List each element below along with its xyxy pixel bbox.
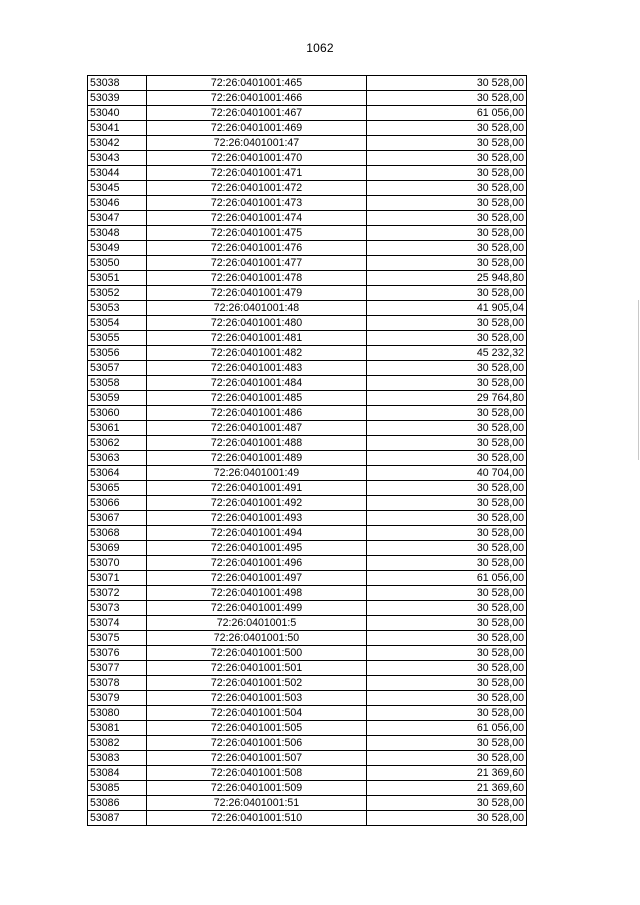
table-row <box>88 361 527 376</box>
row-number-cell: 53056 <box>88 346 147 361</box>
table-row <box>88 751 527 766</box>
row-number-cell: 53065 <box>88 481 147 496</box>
row-number-cell: 53074 <box>88 616 147 631</box>
cadastral-value-cell: 30 528,00 <box>367 211 527 226</box>
table-row <box>88 586 527 601</box>
cadastral-number-cell: 72:26:0401001:483 <box>147 361 367 376</box>
table-row <box>88 631 527 646</box>
cadastral-value-cell: 30 528,00 <box>367 316 527 331</box>
table-row <box>88 736 527 751</box>
cadastral-number-cell: 72:26:0401001:485 <box>147 391 367 406</box>
row-number-cell: 53082 <box>88 736 147 751</box>
cadastral-value-cell: 30 528,00 <box>367 76 527 91</box>
cadastral-number-cell: 72:26:0401001:482 <box>147 346 367 361</box>
row-number-cell: 53048 <box>88 226 147 241</box>
row-number-cell: 53084 <box>88 766 147 781</box>
row-number-cell: 53058 <box>88 376 147 391</box>
cadastral-value-cell: 30 528,00 <box>367 511 527 526</box>
table-row <box>88 601 527 616</box>
cadastral-number-cell: 72:26:0401001:48 <box>147 301 367 316</box>
cadastral-number-cell: 72:26:0401001:51 <box>147 796 367 811</box>
table-row <box>88 436 527 451</box>
cadastral-value-cell: 30 528,00 <box>367 646 527 661</box>
row-number-cell: 53070 <box>88 556 147 571</box>
table-row <box>88 91 527 106</box>
cadastral-number-cell: 72:26:0401001:488 <box>147 436 367 451</box>
row-number-cell: 53062 <box>88 436 147 451</box>
cadastral-number-cell: 72:26:0401001:476 <box>147 241 367 256</box>
table-row <box>88 721 527 736</box>
cadastral-value-cell: 30 528,00 <box>367 196 527 211</box>
table-row <box>88 196 527 211</box>
cadastral-number-cell: 72:26:0401001:472 <box>147 181 367 196</box>
table-row <box>88 406 527 421</box>
cadastral-value-cell: 30 528,00 <box>367 751 527 766</box>
cadastral-number-cell: 72:26:0401001:491 <box>147 481 367 496</box>
cadastral-value-cell: 30 528,00 <box>367 256 527 271</box>
cadastral-number-cell: 72:26:0401001:496 <box>147 556 367 571</box>
table-row <box>88 796 527 811</box>
cadastral-value-cell: 30 528,00 <box>367 406 527 421</box>
cadastral-number-cell: 72:26:0401001:471 <box>147 166 367 181</box>
cadastral-number-cell: 72:26:0401001:510 <box>147 811 367 826</box>
cadastral-value-cell: 30 528,00 <box>367 616 527 631</box>
row-number-cell: 53047 <box>88 211 147 226</box>
row-number-cell: 53059 <box>88 391 147 406</box>
row-number-cell: 53043 <box>88 151 147 166</box>
table-row <box>88 286 527 301</box>
cadastral-value-cell: 30 528,00 <box>367 241 527 256</box>
cadastral-number-cell: 72:26:0401001:497 <box>147 571 367 586</box>
cadastral-value-cell: 30 528,00 <box>367 421 527 436</box>
row-number-cell: 53071 <box>88 571 147 586</box>
table-row <box>88 106 527 121</box>
cadastral-number-cell: 72:26:0401001:473 <box>147 196 367 211</box>
cadastral-value-cell: 30 528,00 <box>367 181 527 196</box>
row-number-cell: 53063 <box>88 451 147 466</box>
row-number-cell: 53055 <box>88 331 147 346</box>
cadastral-value-cell: 30 528,00 <box>367 676 527 691</box>
cadastral-value-cell: 30 528,00 <box>367 91 527 106</box>
row-number-cell: 53078 <box>88 676 147 691</box>
cadastral-value-cell: 30 528,00 <box>367 286 527 301</box>
cadastral-number-cell: 72:26:0401001:498 <box>147 586 367 601</box>
row-number-cell: 53067 <box>88 511 147 526</box>
cadastral-number-cell: 72:26:0401001:502 <box>147 676 367 691</box>
row-number-cell: 53042 <box>88 136 147 151</box>
row-number-cell: 53075 <box>88 631 147 646</box>
row-number-cell: 53041 <box>88 121 147 136</box>
cadastral-value-cell: 30 528,00 <box>367 736 527 751</box>
cadastral-number-cell: 72:26:0401001:479 <box>147 286 367 301</box>
table-row <box>88 301 527 316</box>
row-number-cell: 53077 <box>88 661 147 676</box>
cadastral-value-cell: 30 528,00 <box>367 151 527 166</box>
table-row <box>88 421 527 436</box>
cadastral-number-cell: 72:26:0401001:503 <box>147 691 367 706</box>
table-row <box>88 121 527 136</box>
table-row <box>88 136 527 151</box>
table-row <box>88 166 527 181</box>
row-number-cell: 53039 <box>88 91 147 106</box>
cadastral-value-cell: 40 704,00 <box>367 466 527 481</box>
cadastral-number-cell: 72:26:0401001:475 <box>147 226 367 241</box>
cadastral-value-cell: 29 764,80 <box>367 391 527 406</box>
cadastral-value-cell: 30 528,00 <box>367 136 527 151</box>
cadastral-number-cell: 72:26:0401001:504 <box>147 706 367 721</box>
cadastral-value-cell: 30 528,00 <box>367 796 527 811</box>
cadastral-number-cell: 72:26:0401001:499 <box>147 601 367 616</box>
cadastral-value-table <box>87 75 527 826</box>
row-number-cell: 53081 <box>88 721 147 736</box>
table-row <box>88 541 527 556</box>
table-row <box>88 526 527 541</box>
table-row <box>88 811 527 826</box>
table-row <box>88 676 527 691</box>
cadastral-value-cell: 30 528,00 <box>367 706 527 721</box>
row-number-cell: 53038 <box>88 76 147 91</box>
row-number-cell: 53044 <box>88 166 147 181</box>
row-number-cell: 53083 <box>88 751 147 766</box>
cadastral-number-cell: 72:26:0401001:50 <box>147 631 367 646</box>
row-number-cell: 53040 <box>88 106 147 121</box>
cadastral-value-cell: 30 528,00 <box>367 331 527 346</box>
row-number-cell: 53080 <box>88 706 147 721</box>
table-row <box>88 451 527 466</box>
row-number-cell: 53054 <box>88 316 147 331</box>
table-row <box>88 781 527 796</box>
table-row <box>88 226 527 241</box>
cadastral-value-cell: 30 528,00 <box>367 166 527 181</box>
table-row <box>88 511 527 526</box>
table-body <box>88 76 527 826</box>
cadastral-value-cell: 30 528,00 <box>367 586 527 601</box>
row-number-cell: 53076 <box>88 646 147 661</box>
cadastral-value-cell: 21 369,60 <box>367 766 527 781</box>
cadastral-value-cell: 61 056,00 <box>367 721 527 736</box>
cadastral-value-cell: 30 528,00 <box>367 601 527 616</box>
row-number-cell: 53053 <box>88 301 147 316</box>
cadastral-number-cell: 72:26:0401001:470 <box>147 151 367 166</box>
table-row <box>88 211 527 226</box>
table-row <box>88 466 527 481</box>
cadastral-value-cell: 30 528,00 <box>367 376 527 391</box>
cadastral-number-cell: 72:26:0401001:47 <box>147 136 367 151</box>
row-number-cell: 53061 <box>88 421 147 436</box>
table-row <box>88 706 527 721</box>
cadastral-number-cell: 72:26:0401001:505 <box>147 721 367 736</box>
cadastral-value-cell: 45 232,32 <box>367 346 527 361</box>
cadastral-number-cell: 72:26:0401001:465 <box>147 76 367 91</box>
cadastral-value-cell: 30 528,00 <box>367 496 527 511</box>
cadastral-number-cell: 72:26:0401001:501 <box>147 661 367 676</box>
cadastral-number-cell: 72:26:0401001:5 <box>147 616 367 631</box>
row-number-cell: 53066 <box>88 496 147 511</box>
cadastral-number-cell: 72:26:0401001:481 <box>147 331 367 346</box>
row-number-cell: 53064 <box>88 466 147 481</box>
cadastral-value-cell: 30 528,00 <box>367 661 527 676</box>
table-row <box>88 76 527 91</box>
table-row <box>88 256 527 271</box>
cadastral-number-cell: 72:26:0401001:489 <box>147 451 367 466</box>
cadastral-number-cell: 72:26:0401001:500 <box>147 646 367 661</box>
cadastral-number-cell: 72:26:0401001:467 <box>147 106 367 121</box>
row-number-cell: 53087 <box>88 811 147 826</box>
cadastral-number-cell: 72:26:0401001:474 <box>147 211 367 226</box>
cadastral-value-cell: 30 528,00 <box>367 451 527 466</box>
cadastral-number-cell: 72:26:0401001:469 <box>147 121 367 136</box>
row-number-cell: 53079 <box>88 691 147 706</box>
table-row <box>88 376 527 391</box>
cadastral-number-cell: 72:26:0401001:484 <box>147 376 367 391</box>
row-number-cell: 53060 <box>88 406 147 421</box>
row-number-cell: 53086 <box>88 796 147 811</box>
cadastral-number-cell: 72:26:0401001:495 <box>147 541 367 556</box>
row-number-cell: 53052 <box>88 286 147 301</box>
table-row <box>88 241 527 256</box>
row-number-cell: 53051 <box>88 271 147 286</box>
table-row <box>88 391 527 406</box>
cadastral-value-cell: 61 056,00 <box>367 106 527 121</box>
cadastral-number-cell: 72:26:0401001:493 <box>147 511 367 526</box>
page-number: 1062 <box>306 41 334 55</box>
cadastral-value-cell: 30 528,00 <box>367 361 527 376</box>
row-number-cell: 53073 <box>88 601 147 616</box>
cadastral-value-cell: 30 528,00 <box>367 226 527 241</box>
row-number-cell: 53068 <box>88 526 147 541</box>
row-number-cell: 53072 <box>88 586 147 601</box>
table-row <box>88 646 527 661</box>
cadastral-value-cell: 30 528,00 <box>367 436 527 451</box>
table-row <box>88 571 527 586</box>
cadastral-number-cell: 72:26:0401001:492 <box>147 496 367 511</box>
cadastral-value-cell: 25 948,80 <box>367 271 527 286</box>
cadastral-number-cell: 72:26:0401001:487 <box>147 421 367 436</box>
cadastral-value-cell: 30 528,00 <box>367 526 527 541</box>
cadastral-number-cell: 72:26:0401001:466 <box>147 91 367 106</box>
row-number-cell: 53046 <box>88 196 147 211</box>
table-row <box>88 316 527 331</box>
cadastral-number-cell: 72:26:0401001:506 <box>147 736 367 751</box>
cadastral-value-cell: 30 528,00 <box>367 481 527 496</box>
cadastral-value-cell: 30 528,00 <box>367 556 527 571</box>
table-row <box>88 346 527 361</box>
table-row <box>88 496 527 511</box>
table-row <box>88 661 527 676</box>
cadastral-number-cell: 72:26:0401001:507 <box>147 751 367 766</box>
cadastral-number-cell: 72:26:0401001:480 <box>147 316 367 331</box>
cadastral-value-cell: 30 528,00 <box>367 121 527 136</box>
table-row <box>88 271 527 286</box>
cadastral-number-cell: 72:26:0401001:494 <box>147 526 367 541</box>
table-row <box>88 616 527 631</box>
cadastral-number-cell: 72:26:0401001:508 <box>147 766 367 781</box>
table-row <box>88 331 527 346</box>
cadastral-value-cell: 21 369,60 <box>367 781 527 796</box>
cadastral-value-cell: 61 056,00 <box>367 571 527 586</box>
cadastral-number-cell: 72:26:0401001:486 <box>147 406 367 421</box>
table-row <box>88 481 527 496</box>
cadastral-number-cell: 72:26:0401001:509 <box>147 781 367 796</box>
row-number-cell: 53049 <box>88 241 147 256</box>
cadastral-value-cell: 30 528,00 <box>367 691 527 706</box>
table-row <box>88 181 527 196</box>
table-row <box>88 151 527 166</box>
cadastral-number-cell: 72:26:0401001:477 <box>147 256 367 271</box>
table-row <box>88 691 527 706</box>
cadastral-value-cell: 41 905,04 <box>367 301 527 316</box>
cadastral-value-cell: 30 528,00 <box>367 811 527 826</box>
row-number-cell: 53085 <box>88 781 147 796</box>
row-number-cell: 53057 <box>88 361 147 376</box>
row-number-cell: 53045 <box>88 181 147 196</box>
cadastral-value-cell: 30 528,00 <box>367 541 527 556</box>
cadastral-number-cell: 72:26:0401001:478 <box>147 271 367 286</box>
cadastral-value-cell: 30 528,00 <box>367 631 527 646</box>
table-row <box>88 556 527 571</box>
table-row <box>88 766 527 781</box>
row-number-cell: 53069 <box>88 541 147 556</box>
row-number-cell: 53050 <box>88 256 147 271</box>
cadastral-number-cell: 72:26:0401001:49 <box>147 466 367 481</box>
scan-edge-line <box>638 300 639 460</box>
